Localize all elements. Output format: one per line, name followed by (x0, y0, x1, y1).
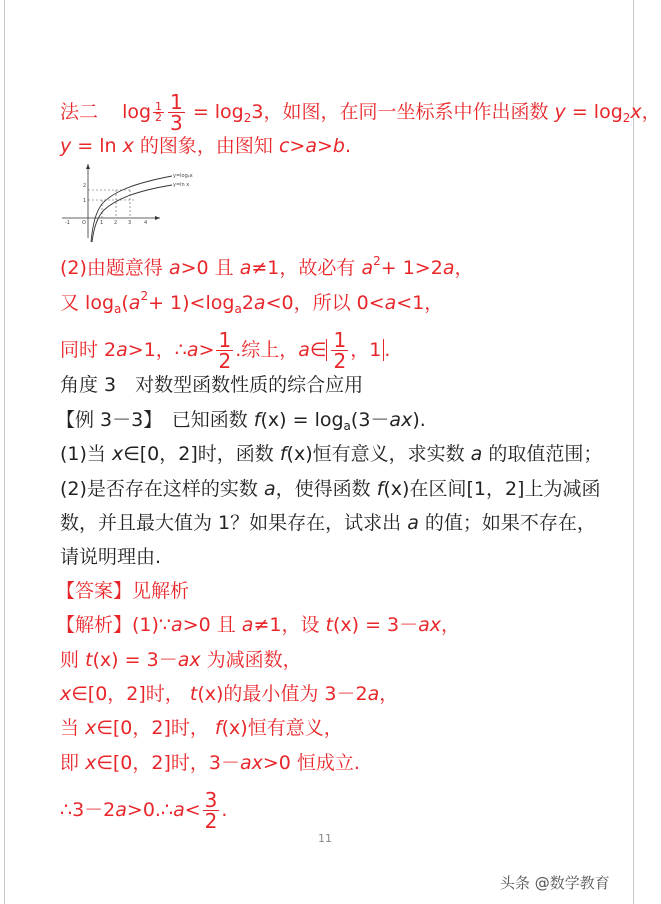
label-log2: y=log₂x (173, 173, 193, 179)
tick-neg1: -1 (65, 220, 70, 226)
example-label: 【例 3－3】 (56, 409, 153, 431)
log-text: log (122, 101, 152, 123)
tick-2: 2 (114, 220, 118, 226)
method-label: 法二 (60, 101, 99, 123)
method-two-line: 法二 log $\frac{1}{2}$ $\frac{1}{3}$ = $\log_23$，如图，在同一坐标系中作出函数 $y = \log_2x$， (60, 90, 661, 135)
function-graph (60, 160, 230, 244)
interval-bracket: $\frac{1}{2}$ ，1 (326, 339, 381, 361)
question2-line2: 数，并且最大值为 1？如果存在，试求出 a 的值；如果不存在， (60, 512, 596, 534)
solution-line5: 即 x∈[0，2]时，3－ax>0 恒成立. (60, 752, 360, 774)
part2-line2: 又 $\log_a(a^2+ 1)<\log_a2a<0$，所以 0<a<1， (60, 289, 444, 316)
angle3-heading: 角度 3 对数型函数性质的综合应用 (60, 374, 364, 396)
ln-line: y = ln x 的图象，由图知 c>a>b. (60, 135, 352, 157)
watermark: 头条 @数学教育 (500, 874, 610, 892)
solution-line2: 则 t(x) = 3－ax 为减函数， (60, 649, 302, 671)
log-arg-fraction: $\frac{1}{3}$ (170, 90, 183, 135)
x-axis-arrow (155, 216, 160, 220)
part2-line3: 同时 2a>1，∴a> $\frac{1}{2}$ .综上，a∈ $\frac{1}{2}$ ，1 . (60, 328, 391, 373)
question2-line3: 请说明理由. (60, 546, 162, 568)
label-ln: y=ln x (173, 182, 190, 188)
solution-line3: x∈[0，2]时， t(x)的最小值为 3－2a， (60, 683, 399, 705)
curve-log2 (91, 176, 172, 242)
tick-3: 3 (128, 220, 132, 226)
curve-ln (92, 185, 172, 242)
y-axis-arrow (86, 164, 90, 169)
part2-line1: (2)由题意得 a>0 且 a≠1，故必有 $a^2+ 1>2a$， (60, 254, 474, 279)
question2-line1: (2)是否存在这样的实数 a，使得函数 f(x)在区间[1，2]上为减函 (60, 478, 601, 500)
three-halves-fraction: $\frac{3}{2}$ (204, 788, 218, 833)
half-fraction: $\frac{1}{2}$ (218, 328, 232, 373)
tick-1: 1 (100, 220, 104, 226)
ytick-2: 2 (83, 183, 87, 189)
log-base-fraction: $\frac{1}{2}$ (155, 100, 163, 124)
solution-label: 【解析】 (56, 614, 133, 636)
question1-line: (1)当 x∈[0，2]时，函数 f(x)恒有意义，求实数 a 的取值范围； (60, 443, 603, 465)
tick-4: 4 (144, 220, 148, 226)
page-number: 11 (318, 832, 332, 845)
ytick-1: 1 (83, 198, 87, 204)
answer-line: 【答案】见解析 (56, 580, 190, 602)
origin-label: O (82, 220, 86, 226)
solution-line1: 【解析】(1)∵a>0 且 a≠1，设 t(x) = 3－ax， (56, 614, 461, 636)
solution-line4: 当 x∈[0，2]时， f(x)恒有意义， (60, 717, 343, 739)
solution-line6: ∴3－2a>0.∴a< $\frac{3}{2}$ . (60, 788, 228, 833)
example-line: 【例 3－3】 已知函数 $f(x) = \log_a(3-ax)$. (56, 409, 426, 433)
